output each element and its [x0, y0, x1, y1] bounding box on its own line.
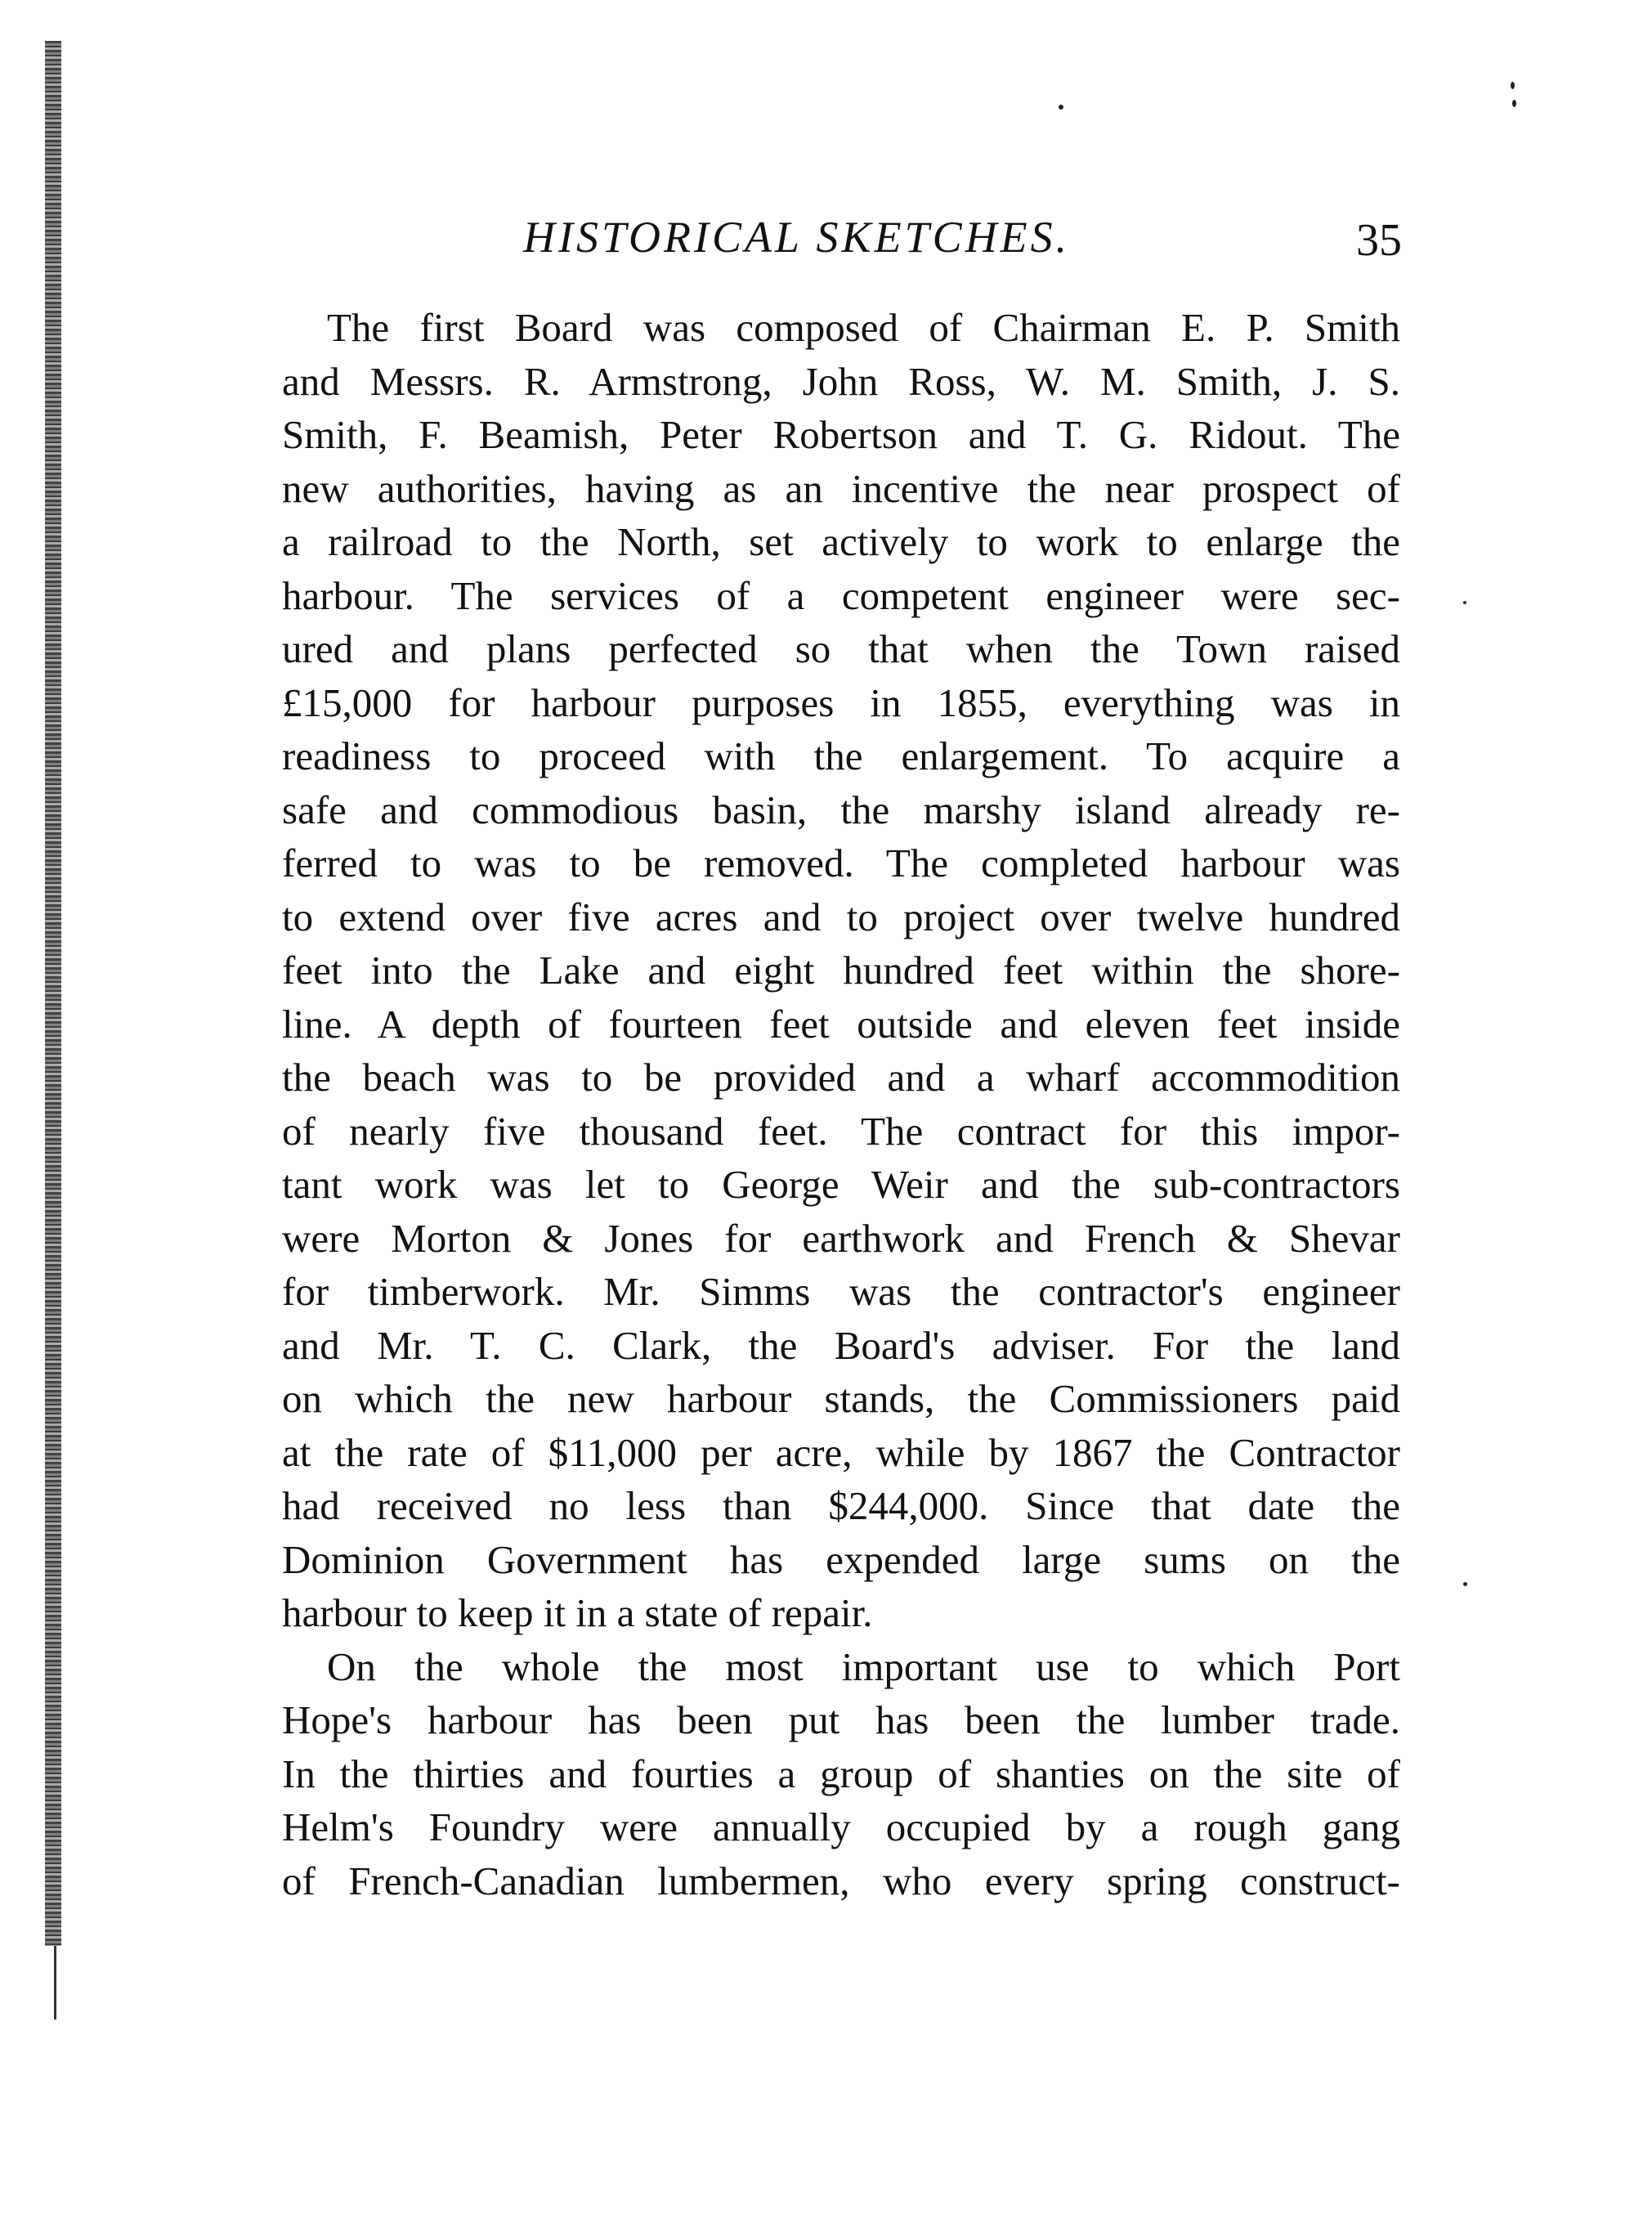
text-line: new authorities, having as an incentive the near prospect of	[282, 465, 1400, 511]
text-line: and Mr. T. C. Clark, the Board's adviser. For the land	[282, 1322, 1400, 1368]
text-line: had received no less than $244,000. Since that date the	[282, 1483, 1400, 1528]
text-line: and Messrs. R. Armstrong, John Ross, W. M. Smith, J. S.	[282, 358, 1400, 404]
binding-edge-tail	[54, 1946, 56, 2020]
text-line: tant work was let to George Weir and the sub-contractors	[282, 1162, 1400, 1207]
text-line: of nearly five thousand feet. The contract for this impor-	[282, 1108, 1400, 1154]
text-line: harbour. The services of a competent engineer were sec-	[282, 572, 1400, 618]
text-line: at the rate of $11,000 per acre, while by 1867 the Contractor	[282, 1429, 1400, 1475]
print-speck	[1059, 105, 1063, 110]
paragraph-2	[282, 1640, 1400, 1908]
text-line: a railroad to the North, set actively to work to enlarge the	[282, 519, 1400, 564]
text-line: the beach was to be provided and a wharf accommodition	[282, 1055, 1400, 1100]
text-line: line. A depth of fourteen feet outside and eleven feet inside	[282, 1001, 1400, 1047]
text-line: to extend over five acres and to project over twelve hundred	[282, 894, 1400, 939]
text-line: ferred to was to be removed. The completed harbour was	[282, 841, 1400, 885]
text-line: £15,000 for harbour purposes in 1855, everything was in	[282, 679, 1400, 725]
page-number: 35	[1356, 215, 1402, 266]
text-line: Helm's Foundry were annually occupied by a rough gang	[282, 1804, 1400, 1849]
paragraph-1	[282, 301, 1400, 1640]
text-line: were Morton & Jones for earthwork and French & Shevar	[282, 1215, 1400, 1261]
text-line: feet into the Lake and eight hundred feet within the shore-	[282, 948, 1400, 993]
text-line: readiness to proceed with the enlargement. To acquire a	[282, 733, 1400, 778]
text-line: The first Board was composed of Chairman E. P. Smith	[327, 305, 1400, 350]
text-line: Hope's harbour has been put has been the lumber trade.	[282, 1697, 1400, 1742]
text-line: on which the new harbour stands, the Commissioners paid	[282, 1376, 1400, 1421]
body-text	[282, 301, 1400, 1907]
text-line: On the whole the most important use to which Port	[327, 1643, 1400, 1689]
text-line: In the thirties and fourties a group of shanties on the site of	[282, 1751, 1400, 1796]
text-line: for timberwork. Mr. Simms was the contractor's engineer	[282, 1269, 1400, 1314]
print-speck	[1512, 100, 1516, 107]
text-line: harbour to keep it in a state of repair.	[282, 1590, 873, 1635]
print-speck	[1511, 82, 1515, 89]
text-line: Dominion Government has expended large sums on the	[282, 1536, 1400, 1582]
text-line: safe and commodious basin, the marshy island already re-	[282, 787, 1400, 832]
print-speck	[1463, 601, 1466, 604]
text-line: Smith, F. Beamish, Peter Robertson and T. G. Ridout. The	[282, 412, 1400, 457]
page-header	[290, 204, 1402, 270]
text-line: ured and plans perfected so that when the Town raised	[282, 626, 1400, 671]
running-title: HISTORICAL SKETCHES.	[523, 213, 1071, 262]
text-line: of French-Canadian lumbermen, who every spring construct-	[282, 1858, 1400, 1903]
binding-edge	[45, 41, 61, 1946]
print-speck	[1463, 1582, 1467, 1586]
